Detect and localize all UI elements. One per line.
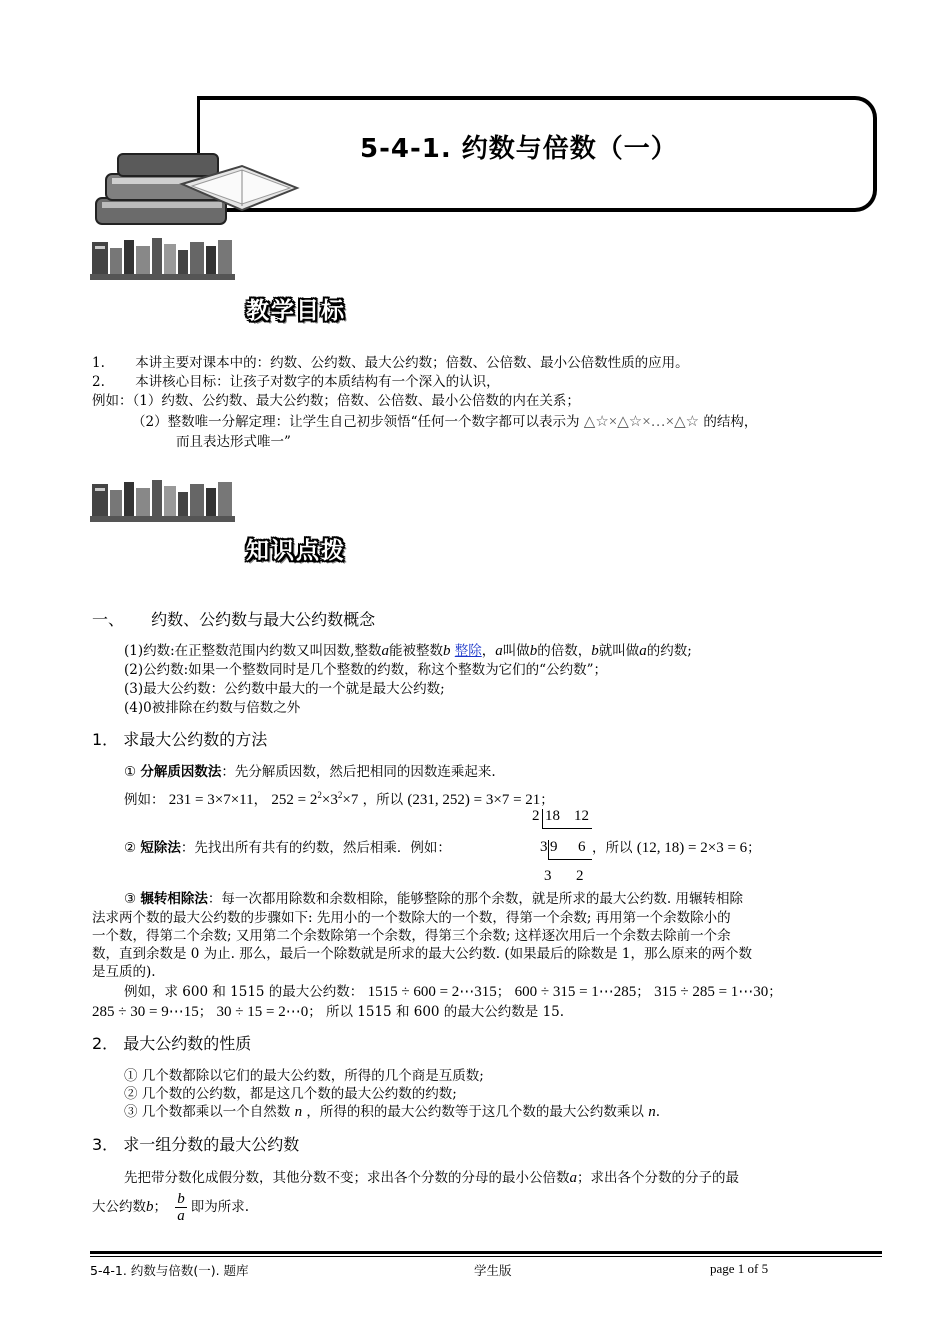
m1-eq2-a: 252 = 2: [271, 792, 318, 808]
fraction-b-over-a: [175, 1191, 187, 1224]
var-a: a: [569, 1170, 577, 1186]
props-p3-a: ③ 几个数都乘以一个自然数: [124, 1104, 291, 1120]
goal-example-b: [132, 413, 757, 431]
goal-example-b3: 而且表达形式唯一”: [176, 434, 291, 450]
part1-p3: (3)最大公约数：公约数中最大的一个就是最大公约数;: [124, 681, 445, 697]
section-title-knowledge: 知识点拨: [246, 538, 346, 564]
var-a: a: [639, 643, 647, 659]
part1-p1-a: (1)约数:在正整数范围内约数又叫因数,整数: [124, 643, 382, 659]
var-b: b: [591, 643, 599, 659]
fractions-t4: ；: [153, 1199, 167, 1215]
m2-eq: (12, 18) = 2×3 = 6: [636, 840, 748, 856]
var-b: b: [529, 643, 538, 659]
m1-text: ：先分解质因数，然后把相同的因数连乘起来.: [221, 764, 496, 780]
props-p3-b: ，所得的积的最大公约数等于这几个数的最大公约数乘以: [306, 1104, 644, 1120]
props-p2: ② 几个数的公约数，都是这几个数的最大公约数的约数;: [124, 1086, 457, 1102]
goal-item-1: [92, 354, 689, 372]
part1-heading-text: 约数、公约数与最大公约数概念: [151, 610, 376, 629]
sd-row3-b: 2: [576, 868, 584, 884]
section-title-goals: 教学目标: [246, 298, 346, 324]
method-2: [124, 839, 451, 857]
part1-p1: [124, 642, 692, 660]
sd-row2-b: 6: [578, 839, 586, 855]
m1-prefix: ①: [124, 764, 137, 780]
footer-left: 5-4-1. 约数与倍数(一). 题库: [90, 1263, 249, 1278]
goal-example-a: 例如：（1）约数、公约数、最大公约数；倍数、公倍数、最小公倍数的内在关系；: [92, 393, 580, 409]
part1-p1-e: 的倍数，: [537, 643, 592, 659]
m1-eq3: (231, 252) = 3×7 = 21: [407, 792, 541, 808]
footer-rule: [90, 1251, 882, 1254]
m3-ex-eq3: 315 ÷ 285 = 1⋯30: [654, 984, 769, 1000]
var-b: b: [442, 643, 451, 659]
m1-example-label: 例如：: [124, 792, 165, 808]
props-p1: ① 几个数都除以它们的最大公约数，所得的几个商是互质数;: [124, 1068, 484, 1084]
m2-so: ，所以: [592, 840, 633, 856]
part1-p2: (2)公约数:如果一个整数同时是几个整数的约数，称这个整数为它们的“公约数”；: [124, 662, 607, 678]
fractions-line2: [92, 1190, 249, 1224]
bookshelf-icon-2: [90, 478, 235, 523]
m3-ex-eq2: 600 ÷ 315 = 1⋯285: [514, 984, 637, 1000]
link-divisible[interactable]: 整除: [454, 643, 482, 659]
m3-ex-label: 例如，求 600 和 1515 的最大公约数：: [124, 984, 364, 1000]
method-2-result: ，所以 (12, 18) = 2×3 = 6；: [592, 840, 761, 856]
var-b: b: [146, 1199, 154, 1215]
m3-ex-eq1: 1515 ÷ 600 = 2⋯315: [367, 984, 497, 1000]
m1-eq2-c: ×7: [342, 792, 359, 808]
part1-heading: [92, 611, 375, 629]
method-3-line1: [124, 890, 743, 908]
fractions-t1: 先把带分数化成假分数，其他分数不变；求出各个分数的分母的最小公倍数: [124, 1170, 570, 1186]
props-p3: [124, 1103, 660, 1121]
var-a: a: [495, 643, 503, 659]
method-3-example-1: 例如，求 600 和 1515 的最大公约数： 1515 ÷ 600 = 2⋯315； 600 ÷ 315 = 1⋯285； 315 ÷ 285 = 1⋯30；: [124, 984, 782, 1000]
m3-text-1: ：每一次都用除数和余数相除，能够整除的那个余数，就是所求的最大公约数. 用辗转相除: [207, 891, 743, 907]
part1-p1-g: 的约数;: [646, 643, 692, 659]
footer-rule-thin: [90, 1256, 882, 1257]
goal-item-2-text: 本讲核心目标：让孩子对数字的本质结构有一个深入的认识，: [135, 374, 500, 390]
method-1-example: 例如： 231 = 3×7×11， $252 = 2^2\times 3^2\times 7$ ，所以 (231, 252) = 3×7 = 21；: [124, 790, 554, 808]
method-1: [124, 763, 496, 781]
m1-label: 分解质因数法: [140, 764, 222, 780]
m1-eq2-b: ×3: [321, 792, 338, 808]
m1-eq1: 231 = 3×7×11: [168, 792, 254, 808]
fractions-t3: 大公约数: [92, 1199, 146, 1215]
method-3-example-2: 285 ÷ 30 = 9⋯15； 30 ÷ 15 = 2⋯0； 所以 1515 和 600 的最大公约数是 15.: [92, 1004, 565, 1020]
m2-label: 短除法: [140, 840, 181, 856]
m1-exp: 2: [337, 790, 343, 800]
footer-page-number: page 1 of 5: [710, 1261, 769, 1276]
goal-example-b-text: （2）整数唯一分解定理：让学生自己初步领悟“任何一个数字都可以表示为: [132, 414, 580, 430]
fractions-line1: [124, 1169, 739, 1187]
goal-example-b-formula: △☆×△☆×…×△☆: [583, 414, 700, 430]
var-n: n: [294, 1104, 303, 1120]
fractions-t5: 即为所求.: [190, 1199, 250, 1215]
props-p3-c: .: [655, 1104, 660, 1120]
fractions-t2: ；求出各个分数的分子的最: [577, 1170, 739, 1186]
m3-ex-end: 所以 1515 和 600 的最大公约数是 15.: [326, 1004, 565, 1020]
sd-row1-a: 18: [545, 808, 560, 824]
method-heading: 1． 求最大公约数的方法: [92, 730, 268, 749]
fraction-denominator: a: [177, 1208, 185, 1224]
goal-item-1-num: 1.: [92, 355, 105, 371]
m1-exp: 2: [317, 790, 322, 800]
method-3-line3: 一个数，得第二个余数; 又用第二个余数除第一个余数，得第三个余数; 这样逐次用后一个余数去除前一个余: [92, 928, 731, 944]
method-3-line4: 数，直到余数是 0 为止. 那么，最后一个除数就是所求的最大公约数. (如果最后的除数是 1，那么原来的两个数: [92, 946, 752, 962]
part1-p1-c: ，: [481, 643, 496, 659]
var-n: n: [648, 1104, 656, 1120]
var-a: a: [381, 643, 389, 659]
goal-item-1-text: 本讲主要对课本中的：约数、公约数、最大公约数；倍数、公倍数、最小公倍数性质的应用。: [135, 355, 689, 371]
sd-row2-div: 3: [540, 839, 548, 855]
goal-example-b-tail: 的结构，: [703, 414, 758, 430]
method-3-line2: 法求两个数的最大公约数的步骤如下: 先用小的一个数除大的一个数，得第一个余数; 再用第一个余数除小的: [92, 910, 731, 926]
goal-item-2: [92, 373, 500, 391]
part1-p1-d: 叫做: [502, 643, 530, 659]
method-3-line5: 是互质的).: [92, 964, 156, 980]
footer-center: 学生版: [474, 1263, 512, 1278]
part1-p4: (4)0被排除在约数与倍数之外: [124, 700, 301, 716]
sd-row3-a: 3: [544, 868, 552, 884]
page-title: 5-4-1. 约数与倍数（一）: [360, 134, 678, 164]
props-heading: 2． 最大公约数的性质: [92, 1034, 252, 1053]
part1-p1-b: 能被整数: [388, 643, 443, 659]
m3-prefix: ③: [124, 891, 137, 907]
goal-item-2-num: 2.: [92, 374, 105, 390]
m1-so: ，所以: [362, 792, 404, 808]
m2-prefix: ②: [124, 840, 137, 856]
sd-row1-div: 2: [532, 808, 540, 824]
part1-heading-num: 一、: [92, 610, 125, 629]
part1-p1-f: 就叫做: [598, 643, 640, 659]
books-illustration: [92, 148, 302, 236]
fractions-heading: 3． 求一组分数的最大公约数: [92, 1135, 300, 1154]
sd-row1-b: 12: [574, 808, 589, 824]
fraction-numerator: b: [177, 1191, 185, 1207]
m3-label: 辗转相除法: [140, 891, 208, 907]
m1-eq2: [271, 792, 358, 808]
m3-ex-eq4: 285 ÷ 30 = 9⋯15: [92, 1004, 199, 1020]
m3-ex-eq5: 30 ÷ 15 = 2⋯0: [216, 1004, 309, 1020]
m2-text: ：先找出所有共有的约数，然后相乘．例如：: [180, 840, 451, 856]
bookshelf-icon: [90, 236, 235, 281]
sd-row2-a: 9: [550, 839, 558, 855]
